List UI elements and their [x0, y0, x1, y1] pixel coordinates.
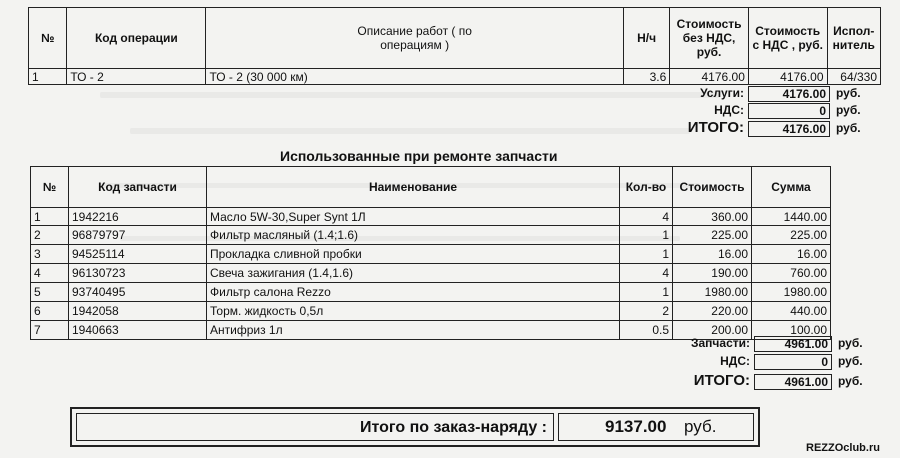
- parts-title: Использованные при ремонте запчасти: [280, 148, 558, 164]
- service-desc: ТО - 2 (30 000 км): [206, 69, 623, 85]
- part-no: 2: [31, 226, 69, 245]
- part-code: 96879797: [69, 226, 207, 245]
- site-watermark: REZZOclub.ru: [806, 442, 880, 454]
- grand-total-currency: руб.: [684, 417, 717, 436]
- part-price: 16.00: [673, 245, 752, 264]
- part-qty: 4: [620, 264, 673, 283]
- parts-col-code: Код запчасти: [69, 167, 207, 208]
- services-col-hours: Н/ч: [623, 8, 669, 69]
- services-col-desc: Описание работ ( по операциям ): [206, 8, 623, 69]
- part-code: 96130723: [69, 264, 207, 283]
- service-hours: 3.6: [623, 69, 669, 85]
- parts-col-name: Наименование: [207, 167, 620, 208]
- services-total-currency: руб.: [836, 121, 861, 135]
- part-qty: 0.5: [620, 321, 673, 340]
- part-code: 93740495: [69, 283, 207, 302]
- grand-total-label: Итого по заказ-наряду :: [360, 419, 547, 436]
- services-table: [28, 7, 881, 85]
- service-no: 1: [29, 69, 67, 85]
- services-vat-label: НДС:: [714, 103, 744, 117]
- parts-vat-value: 0: [754, 354, 832, 370]
- part-price: 225.00: [673, 226, 752, 245]
- part-name: Антифриз 1л: [207, 321, 620, 340]
- table-row: [31, 226, 831, 245]
- part-sum: 760.00: [752, 264, 831, 283]
- parts-header-row: [31, 167, 831, 208]
- services-total-label: ИТОГО:: [687, 119, 744, 136]
- table-row: [31, 264, 831, 283]
- parts-subtotal-value: 4961.00: [754, 336, 832, 352]
- table-row: [31, 302, 831, 321]
- parts-col-price: Стоимость: [673, 167, 752, 208]
- parts-vat-label: НДС:: [720, 354, 750, 368]
- grand-total-label-cell: [76, 413, 554, 441]
- parts-col-no: №: [31, 167, 69, 208]
- parts-total-label: ИТОГО:: [693, 372, 750, 389]
- part-name: Масло 5W-30,Super Synt 1Л: [207, 208, 620, 226]
- part-name: Фильтр салона Rezzo: [207, 283, 620, 302]
- part-no: 7: [31, 321, 69, 340]
- parts-col-qty: Кол-во: [620, 167, 673, 208]
- table-row: [31, 283, 831, 302]
- part-sum: 440.00: [752, 302, 831, 321]
- part-no: 4: [31, 264, 69, 283]
- part-code: 1940663: [69, 321, 207, 340]
- grand-total-value-cell: [558, 413, 754, 441]
- part-price: 190.00: [673, 264, 752, 283]
- part-code: 1942216: [69, 208, 207, 226]
- parts-table: [30, 166, 831, 340]
- part-name: Прокладка сливной пробки: [207, 245, 620, 264]
- part-code: 1942058: [69, 302, 207, 321]
- services-col-cost-vat: Стоимость с НДС , руб.: [748, 8, 827, 69]
- part-sum: 1440.00: [752, 208, 831, 226]
- part-sum: 16.00: [752, 245, 831, 264]
- part-price: 360.00: [673, 208, 752, 226]
- part-sum: 100.00: [752, 321, 831, 340]
- grand-total-value: 9137.00: [605, 417, 667, 436]
- services-col-executor: Испол-нитель: [827, 8, 880, 69]
- part-no: 5: [31, 283, 69, 302]
- part-qty: 2: [620, 302, 673, 321]
- parts-total-currency: руб.: [838, 374, 863, 388]
- services-subtotal-value: 4176.00: [748, 86, 830, 102]
- parts-subtotal-currency: руб.: [838, 336, 863, 350]
- services-subtotal-currency: руб.: [836, 86, 861, 100]
- grand-total-box: [70, 407, 760, 447]
- parts-subtotal-label: Запчасти:: [690, 336, 750, 350]
- table-row: [31, 208, 831, 226]
- service-cost-no-vat: 4176.00: [670, 69, 749, 85]
- part-name: Фильтр масляный (1.4;1.6): [207, 226, 620, 245]
- services-subtotal-label: Услуги:: [700, 86, 744, 100]
- part-qty: 1: [620, 245, 673, 264]
- part-price: 220.00: [673, 302, 752, 321]
- part-code: 94525114: [69, 245, 207, 264]
- part-sum: 225.00: [752, 226, 831, 245]
- parts-total-value: 4961.00: [754, 374, 832, 390]
- services-vat-value: 0: [748, 103, 830, 119]
- parts-vat-currency: руб.: [838, 354, 863, 368]
- service-code: ТО - 2: [67, 69, 206, 85]
- services-col-code: Код операции: [67, 8, 206, 69]
- services-total-value: 4176.00: [748, 121, 830, 137]
- part-name: Свеча зажигания (1.4,1.6): [207, 264, 620, 283]
- table-row: [31, 245, 831, 264]
- parts-col-sum: Сумма: [752, 167, 831, 208]
- part-qty: 1: [620, 226, 673, 245]
- part-qty: 1: [620, 283, 673, 302]
- services-header-row: [29, 8, 881, 69]
- part-price: 1980.00: [673, 283, 752, 302]
- part-price: 200.00: [673, 321, 752, 340]
- part-sum: 1980.00: [752, 283, 831, 302]
- service-cost-vat: 4176.00: [748, 69, 827, 85]
- table-row: [29, 69, 881, 85]
- part-no: 3: [31, 245, 69, 264]
- services-col-no: №: [29, 8, 67, 69]
- part-no: 6: [31, 302, 69, 321]
- part-name: Торм. жидкость 0,5л: [207, 302, 620, 321]
- bleed-through-artifact: [130, 128, 690, 134]
- part-qty: 4: [620, 208, 673, 226]
- part-no: 1: [31, 208, 69, 226]
- service-executor: 64/330: [827, 69, 880, 85]
- services-col-cost-no-vat: Стоимость без НДС, руб.: [670, 8, 749, 69]
- services-vat-currency: руб.: [836, 103, 861, 117]
